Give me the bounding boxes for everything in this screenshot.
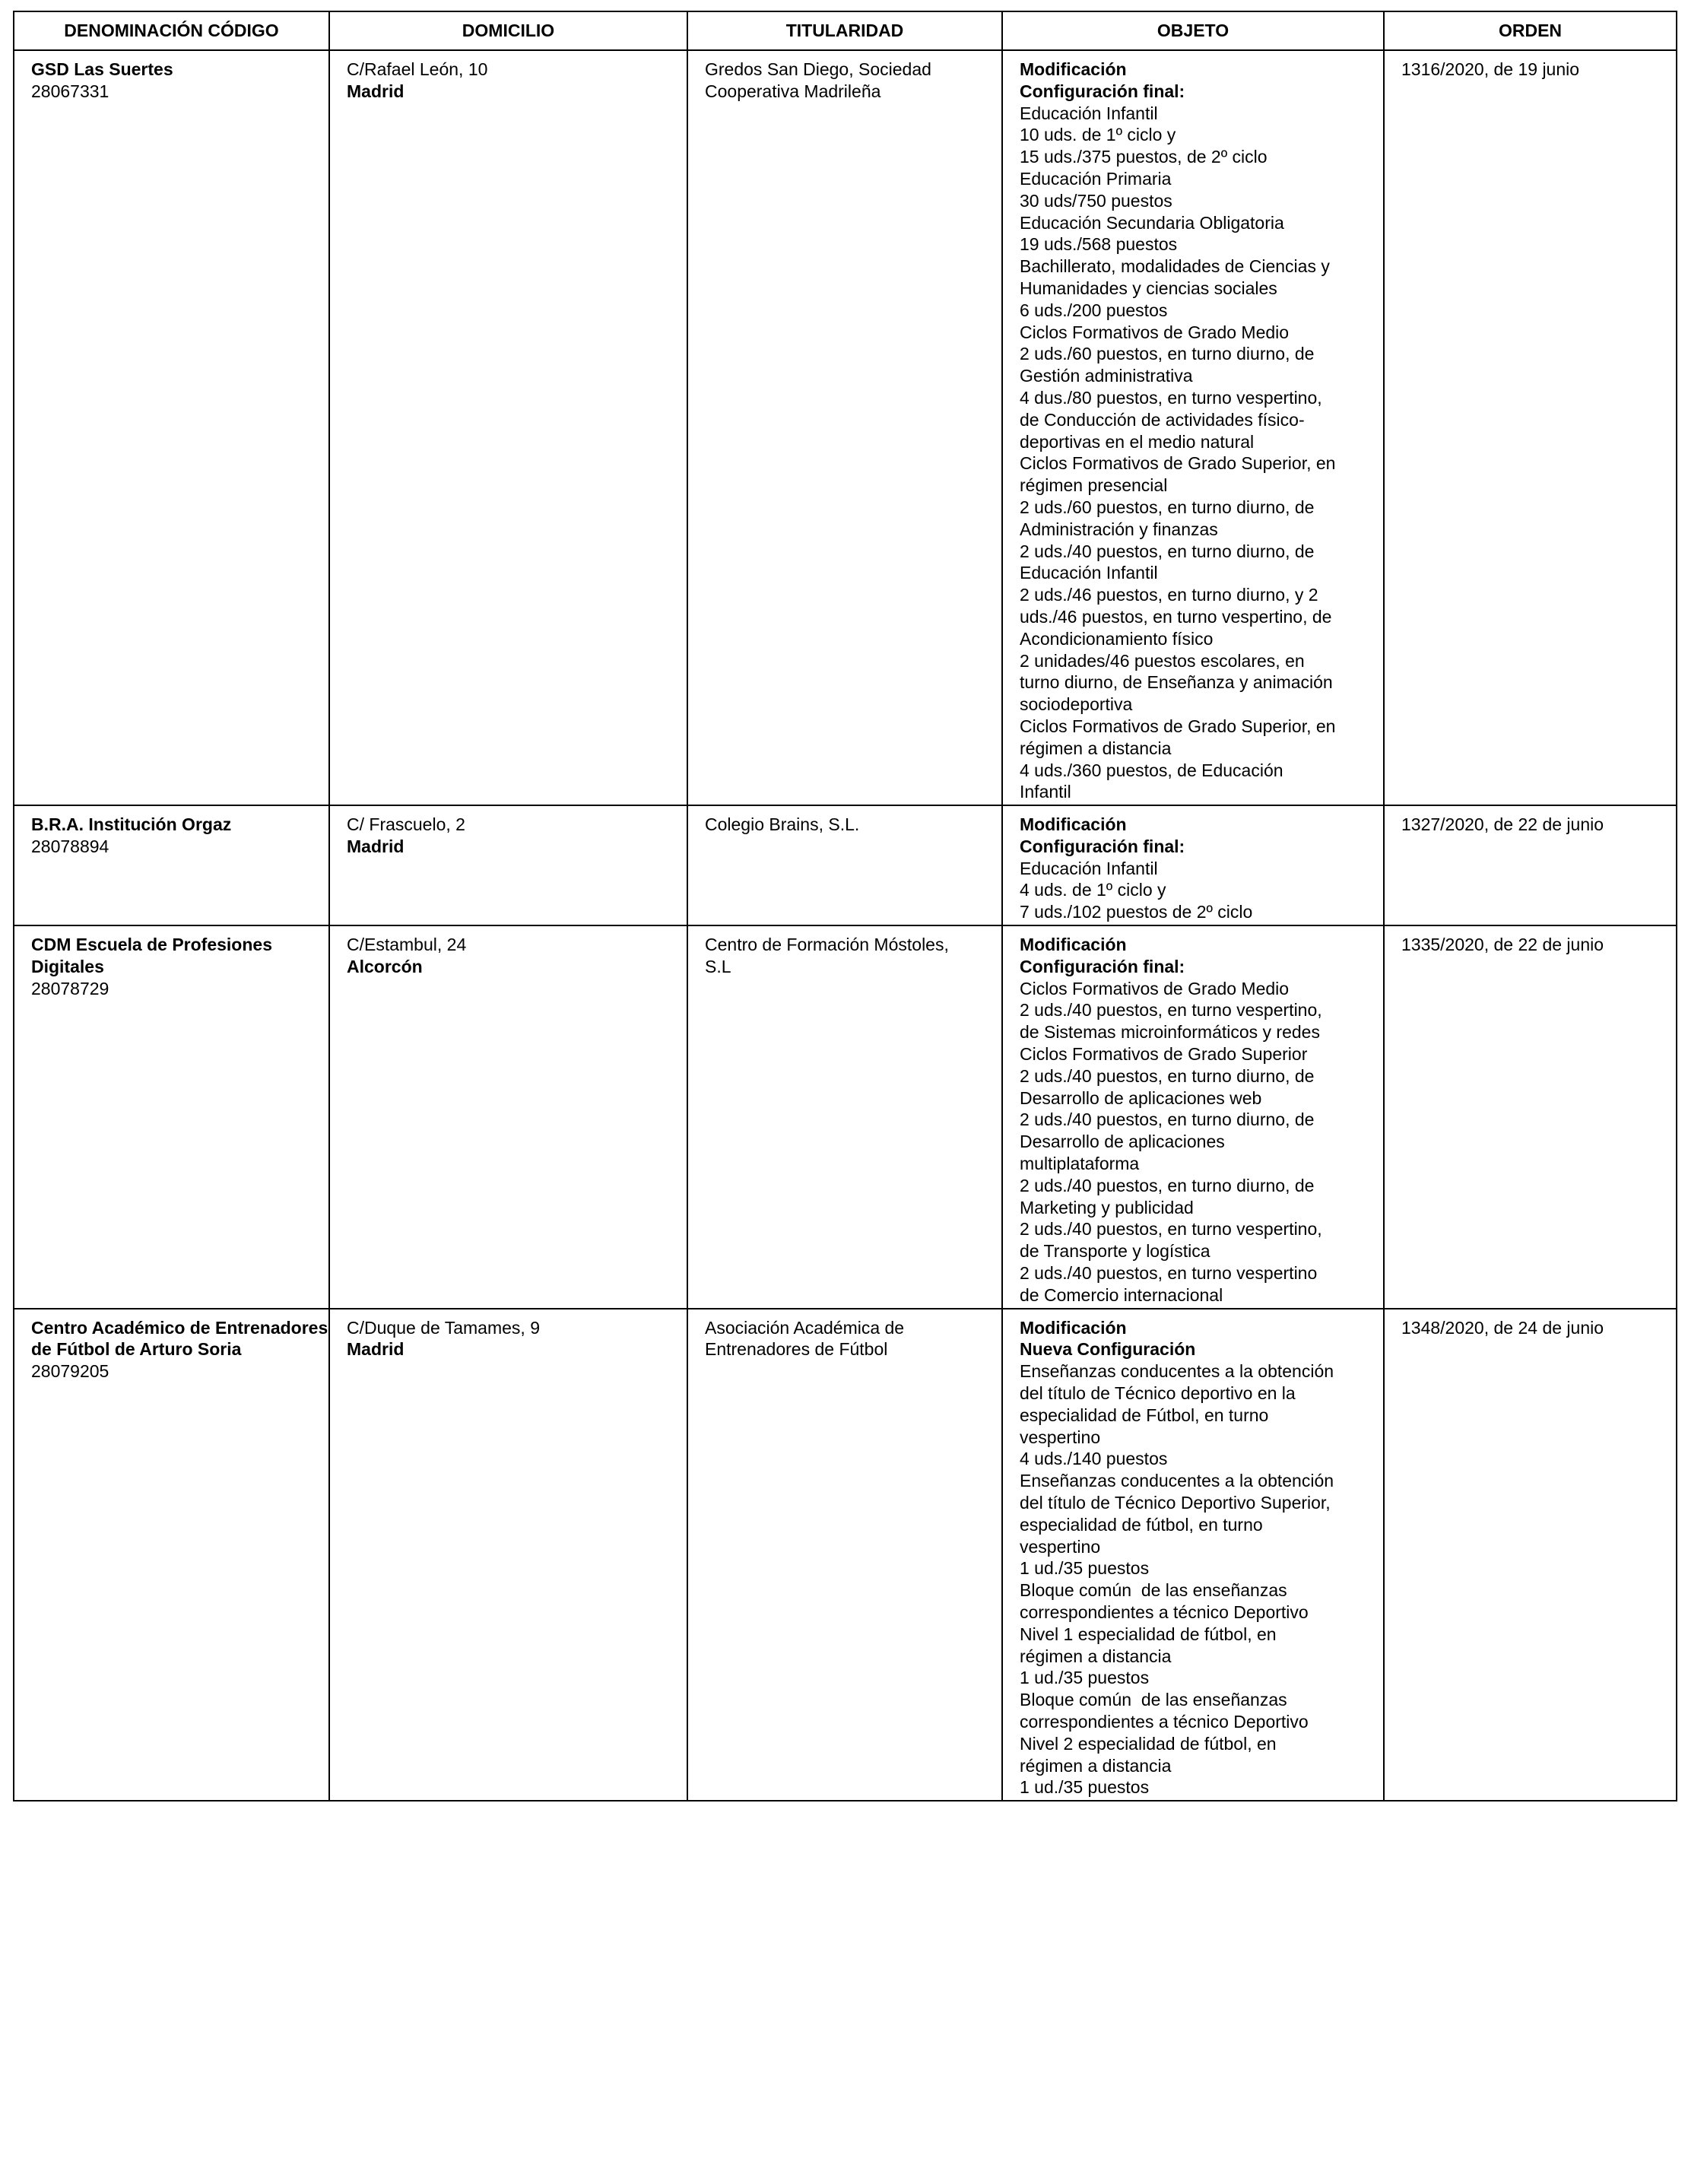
objeto-line: especialidad de Fútbol, en turno	[1020, 1405, 1269, 1425]
table-row	[14, 805, 1677, 925]
objeto-line: Enseñanzas conducentes a la obtención	[1020, 1471, 1334, 1491]
objeto-line: Administración y finanzas	[1020, 519, 1218, 539]
owner-line: Gredos San Diego, Sociedad	[705, 59, 931, 79]
objeto-heading: Configuración final:	[1020, 81, 1185, 101]
objeto-line: 6 uds./200 puestos	[1020, 300, 1168, 320]
cell-orden	[1384, 805, 1677, 925]
objeto-heading: Nueva Configuración	[1020, 1339, 1196, 1360]
table-header-row	[14, 11, 1677, 50]
center-code: 28079205	[31, 1361, 109, 1382]
objeto-line: régimen a distancia	[1020, 1646, 1172, 1666]
objeto-heading: Modificación	[1020, 1317, 1127, 1338]
center-name: CDM Escuela de Profesiones Digitales	[31, 935, 278, 976]
objeto-line: del título de Técnico Deportivo Superior,	[1020, 1493, 1331, 1513]
cell-domicilio	[329, 805, 687, 925]
objeto-line: 2 uds./40 puestos, en turno diurno, de	[1020, 1109, 1315, 1130]
objeto-line: 2 uds./40 puestos, en turno vespertino,	[1020, 1219, 1322, 1240]
owner-line: S.L	[705, 956, 731, 976]
city-name: Alcorcón	[347, 956, 423, 976]
city-name: Madrid	[347, 836, 405, 856]
objeto-line: 19 uds./568 puestos	[1020, 234, 1178, 255]
header-orden: ORDEN	[1384, 11, 1677, 50]
objeto-line: 2 uds./40 puestos, en turno vespertino,	[1020, 1000, 1322, 1021]
objeto-line: Bachillerato, modalidades de Ciencias y	[1020, 256, 1330, 277]
objeto-line: especialidad de fútbol, en turno	[1020, 1514, 1263, 1535]
city-name: Madrid	[347, 81, 405, 101]
objeto-line: Ciclos Formativos de Grado Superior, en	[1020, 716, 1336, 736]
cell-titularidad	[687, 1309, 1002, 1801]
objeto-line: Ciclos Formativos de Grado Superior	[1020, 1044, 1308, 1065]
objeto-line: Infantil	[1020, 782, 1071, 802]
cell-objeto	[1002, 805, 1384, 925]
objeto-line: correspondientes a técnico Deportivo	[1020, 1711, 1309, 1732]
orden-reference: 1348/2020, de 24 de junio	[1401, 1317, 1604, 1338]
objeto-line: 2 uds./40 puestos, en turno vespertino	[1020, 1263, 1318, 1284]
objeto-line: Humanidades y ciencias sociales	[1020, 278, 1277, 298]
objeto-line: deportivas en el medio natural	[1020, 431, 1255, 452]
cell-objeto	[1002, 50, 1384, 805]
objeto-line: Educación Infantil	[1020, 103, 1158, 123]
objeto-line: 2 unidades/46 puestos escolares, en	[1020, 650, 1305, 671]
street-address: C/ Frascuelo, 2	[347, 814, 465, 835]
objeto-line: uds./46 puestos, en turno vespertino, de	[1020, 606, 1332, 627]
cell-titularidad	[687, 50, 1002, 805]
objeto-line: Educación Primaria	[1020, 168, 1172, 189]
objeto-line: 4 uds./140 puestos	[1020, 1449, 1168, 1469]
objeto-line: Acondicionamiento físico	[1020, 628, 1214, 649]
owner-line: Asociación Académica de	[705, 1317, 905, 1338]
objeto-line: 30 uds/750 puestos	[1020, 190, 1172, 211]
center-code: 28067331	[31, 81, 109, 101]
objeto-line: 2 uds./60 puestos, en turno diurno, de	[1020, 344, 1315, 364]
header-denominacion: DENOMINACIÓN CÓDIGO	[14, 11, 329, 50]
objeto-line: de Conducción de actividades físico-	[1020, 409, 1305, 430]
owner-line: Cooperativa Madrileña	[705, 81, 881, 101]
objeto-line: correspondientes a técnico Deportivo	[1020, 1601, 1309, 1622]
objeto-line: Desarrollo de aplicaciones web	[1020, 1087, 1262, 1108]
objeto-line: régimen a distancia	[1020, 738, 1172, 758]
objeto-line: 4 uds. de 1º ciclo y	[1020, 880, 1166, 900]
orden-reference: 1316/2020, de 19 junio	[1401, 59, 1580, 79]
objeto-line: sociodeportiva	[1020, 694, 1133, 715]
owner-line: Centro de Formación Móstoles,	[705, 935, 949, 955]
owner-line: Colegio Brains, S.L.	[705, 814, 860, 835]
street-address: C/Estambul, 24	[347, 935, 467, 955]
objeto-line: Nivel 1 especialidad de fútbol, en	[1020, 1624, 1277, 1644]
objeto-line: 4 dus./80 puestos, en turno vespertino,	[1020, 387, 1322, 408]
objeto-line: régimen a distancia	[1020, 1755, 1172, 1776]
objeto-line: Educación Secundaria Obligatoria	[1020, 212, 1284, 233]
objeto-heading: Modificación	[1020, 814, 1127, 835]
cell-domicilio	[329, 925, 687, 1309]
objeto-line: del título de Técnico deportivo en la	[1020, 1383, 1296, 1404]
table-row	[14, 925, 1677, 1309]
center-name: Centro Académico de Entrenadores de Fútbol de Arturo Soria	[31, 1317, 333, 1360]
objeto-heading: Modificación	[1020, 935, 1127, 955]
objeto-line: Ciclos Formativos de Grado Medio	[1020, 322, 1290, 342]
table-row	[14, 50, 1677, 805]
owner-line: Entrenadores de Fútbol	[705, 1339, 888, 1360]
cell-objeto	[1002, 1309, 1384, 1801]
objeto-line: de Comercio internacional	[1020, 1284, 1223, 1305]
cell-denominacion	[14, 805, 329, 925]
objeto-line: 2 uds./46 puestos, en turno diurno, y 2	[1020, 585, 1318, 605]
objeto-line: 2 uds./40 puestos, en turno diurno, de	[1020, 1175, 1315, 1195]
objeto-line: Bloque común de las enseñanzas	[1020, 1690, 1287, 1710]
street-address: C/Rafael León, 10	[347, 59, 488, 79]
objeto-line: Educación Infantil	[1020, 563, 1158, 583]
objeto-line: Bloque común de las enseñanzas	[1020, 1580, 1287, 1601]
objeto-line: 2 uds./40 puestos, en turno diurno, de	[1020, 541, 1315, 561]
city-name: Madrid	[347, 1339, 405, 1360]
objeto-line: 4 uds./360 puestos, de Educación	[1020, 760, 1283, 780]
objeto-line: 15 uds./375 puestos, de 2º ciclo	[1020, 147, 1268, 167]
cell-domicilio	[329, 1309, 687, 1801]
cell-denominacion	[14, 1309, 333, 1801]
objeto-line: Gestión administrativa	[1020, 366, 1193, 386]
objeto-line: Desarrollo de aplicaciones	[1020, 1132, 1225, 1152]
cell-orden	[1384, 1309, 1677, 1801]
cell-orden	[1384, 50, 1677, 805]
cell-orden	[1384, 925, 1677, 1309]
objeto-line: Educación Infantil	[1020, 858, 1158, 878]
cell-denominacion	[14, 925, 329, 1309]
cell-titularidad	[687, 925, 1002, 1309]
center-code: 28078894	[31, 836, 109, 856]
objeto-line: régimen presencial	[1020, 475, 1168, 496]
objeto-line: 7 uds./102 puestos de 2º ciclo	[1020, 902, 1253, 922]
objeto-heading: Modificación	[1020, 59, 1127, 79]
center-name: B.R.A. Institución Orgaz	[31, 814, 232, 835]
objeto-line: 1 ud./35 puestos	[1020, 1777, 1150, 1798]
cell-denominacion	[14, 50, 329, 805]
objeto-line: turno diurno, de Enseñanza y animación	[1020, 672, 1333, 693]
center-name: GSD Las Suertes	[31, 59, 173, 79]
table-row	[14, 1309, 1677, 1801]
objeto-line: multiplataforma	[1020, 1154, 1140, 1174]
objeto-line: Enseñanzas conducentes a la obtención	[1020, 1361, 1334, 1382]
objeto-line: 2 uds./60 puestos, en turno diurno, de	[1020, 497, 1315, 517]
orden-reference: 1335/2020, de 22 de junio	[1401, 935, 1604, 955]
header-domicilio: DOMICILIO	[329, 11, 687, 50]
objeto-line: Marketing y publicidad	[1020, 1197, 1194, 1217]
objeto-line: Nivel 2 especialidad de fútbol, en	[1020, 1733, 1277, 1754]
header-objeto: OBJETO	[1002, 11, 1384, 50]
objeto-heading: Configuración final:	[1020, 836, 1185, 856]
authorization-table	[13, 11, 1677, 1801]
cell-domicilio	[329, 50, 687, 805]
header-titularidad: TITULARIDAD	[687, 11, 1002, 50]
objeto-line: vespertino	[1020, 1536, 1101, 1557]
objeto-line: Ciclos Formativos de Grado Superior, en	[1020, 453, 1336, 474]
orden-reference: 1327/2020, de 22 de junio	[1401, 814, 1604, 835]
table-body	[14, 50, 1677, 1801]
street-address: C/Duque de Tamames, 9	[347, 1317, 540, 1338]
objeto-line: 1 ud./35 puestos	[1020, 1558, 1150, 1579]
objeto-line: 2 uds./40 puestos, en turno diurno, de	[1020, 1065, 1315, 1086]
objeto-line: Ciclos Formativos de Grado Medio	[1020, 978, 1290, 998]
objeto-line: de Transporte y logística	[1020, 1241, 1210, 1262]
objeto-heading: Configuración final:	[1020, 956, 1185, 976]
objeto-line: de Sistemas microinformáticos y redes	[1020, 1022, 1320, 1043]
cell-titularidad	[687, 805, 1002, 925]
objeto-line: 1 ud./35 puestos	[1020, 1668, 1150, 1688]
cell-objeto	[1002, 925, 1384, 1309]
objeto-line: 10 uds. de 1º ciclo y	[1020, 125, 1176, 145]
center-code: 28078729	[31, 978, 109, 998]
objeto-line: vespertino	[1020, 1427, 1101, 1447]
